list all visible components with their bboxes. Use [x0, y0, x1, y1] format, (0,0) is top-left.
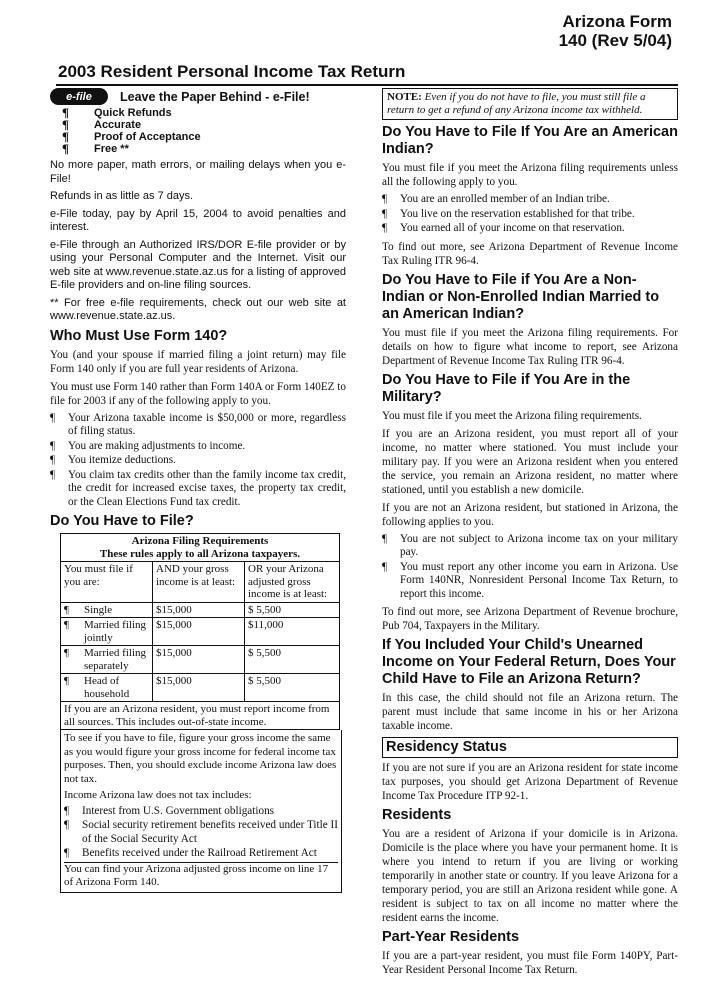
form-line-2: 140 (Rev 5/04)	[558, 31, 672, 50]
heading-part-year: Part-Year Residents	[382, 929, 520, 945]
list-item: ¶ Interest from U.S. Government obligations	[64, 804, 275, 817]
filing-requirements-table	[60, 533, 340, 730]
list-item: ¶ You itemize deductions.	[50, 454, 176, 466]
indian-list	[382, 193, 678, 236]
efile-title: Leave the Paper Behind - e-File!	[120, 89, 310, 104]
list-item: ¶ Social security retirement benefits received under Title II of the Social Security Act	[64, 819, 338, 845]
list-item: ¶ You are not subject to Arizona income tax on your military pay.	[382, 532, 678, 558]
efile-benefits	[62, 107, 346, 155]
form-number	[559, 12, 672, 50]
efile-para-1: No more paper, math errors, or mailing delays when you e-File!	[50, 159, 346, 185]
note-label: NOTE:	[387, 91, 422, 103]
agi-location-para: You can find your Arizona adjusted gross income on line 17 of Arizona Form 140.	[64, 862, 338, 890]
part-year-para: If you are a part-year resident, you must file Form 140PY, Part-Year Resident Personal Income Tax Return.	[382, 950, 678, 976]
right-column	[382, 88, 678, 981]
gross-income-box	[60, 730, 342, 893]
military-list	[382, 533, 678, 602]
header-rule	[56, 84, 678, 86]
heading-child-income: If You Included Your Child's Unearned Income on Your Federal Return, Does Your Child Have to File an Arizona Return?	[382, 637, 676, 687]
non-taxed-list	[64, 805, 338, 861]
table-row: ¶ Married filing jointly $15,000 $11,000	[61, 618, 340, 646]
residency-para: If you are not sure if you are an Arizona resident for state income tax purposes, you should get Arizona Department of Revenue Income Tax Procedure ITP 92-1.	[382, 762, 678, 802]
heading-do-you-have-to-file: Do You Have to File?	[50, 513, 194, 529]
list-item: ¶ Free **	[62, 141, 129, 156]
left-column	[50, 88, 346, 893]
residents-para: You are a resident of Arizona if your domicile is in Arizona. Domicile is the place where you have your permanent home. It is where you intend to return if you are living or working temporarily in another state or country. If you leave Arizona for a temporary period, you are still an Arizona resident while gone. A resident is subject to tax on all income no matter where the resident earns the income.	[382, 828, 678, 924]
efile-logo-icon: e-file	[50, 88, 108, 105]
list-item: ¶ Accurate	[62, 117, 142, 132]
who-para-2: You must use Form 140 rather than Form 140A or Form 140EZ to file for 2003 if any of the following apply to you.	[50, 380, 346, 407]
military-para-3: If you are not an Arizona resident, but stationed in Arizona, the following applies to you.	[382, 501, 678, 528]
table-caption: Arizona Filing Requirements These rules apply to all Arizona taxpayers.	[61, 534, 340, 562]
efile-para-3: e-File today, pay by April 15, 2004 to avoid penalties and interest.	[50, 207, 346, 233]
efile-para-4: e-File through an Authorized IRS/DOR E-file provider or by using your Personal Computer and the Internet. Visit our web site at www.revenue.state.az.us for a listing of approved E-file providers and on-line filing sources.	[50, 238, 346, 291]
non-taxed-intro: Income Arizona law does not tax includes:	[64, 789, 252, 801]
list-item: ¶ You live on the reservation established for that tribe.	[382, 207, 635, 220]
military-para-1: You must file if you meet the Arizona filing requirements.	[382, 409, 642, 422]
list-item: ¶ You are an enrolled member of an Indian tribe.	[382, 193, 610, 205]
efile-para-5: ** For free e-file requirements, check out our web site at www.revenue.state.az.us.	[50, 296, 346, 322]
efile-para-2: Refunds in as little as 7 days.	[50, 190, 194, 202]
efile-banner	[50, 88, 346, 105]
who-list	[50, 412, 346, 510]
heading-military: Do You Have to File if You Are in the Military?	[382, 371, 631, 405]
child-para: In this case, the child should not file an Arizona return. The parent must include that same income in his or her Arizona taxable income.	[382, 692, 678, 732]
who-para-1: You (and your spouse if married filing a joint return) may file Form 140 only if you are full year residents of Arizona.	[50, 348, 346, 375]
non-indian-para: You must file if you meet the Arizona filing requirements. For details on how to figure what income to report, see Arizona Department of Revenue Income Tax Ruling ITR 96-4.	[382, 326, 678, 367]
table-row: ¶ Single $15,000 $ 5,500	[61, 602, 340, 618]
list-item: ¶ You earned all of your income on that reservation.	[382, 222, 625, 234]
table-footnote: If you are an Arizona resident, you must report income from all sources. This includes out-of-state income.	[61, 702, 340, 730]
list-item: ¶ You claim tax credits other than the family income tax credit, the credit for increased excise taxes, the property tax credit, or the Clean Elections Fund tax credit.	[50, 468, 346, 508]
page-title: 2003 Resident Personal Income Tax Return	[58, 62, 406, 81]
table-header-row: You must file if you are: AND your gross income is at least: OR your Arizona adjusted gross income is at least:	[61, 562, 340, 603]
military-para-4: To find out more, see Arizona Department of Revenue brochure, Pub 704, Taxpayers in the Military.	[382, 606, 678, 632]
table-row: ¶ Married filing separately $15,000 $ 5,500	[61, 646, 340, 674]
note-text: Even if you do not have to file, you must still file a return to get a refund of any Arizona income tax withheld.	[387, 91, 646, 116]
table-row: ¶ Head of household $15,000 $ 5,500	[61, 674, 340, 702]
heading-non-indian: Do You Have to File if You Are a Non-Indian or Non-Enrolled Indian Married to an American Indian?	[382, 271, 660, 322]
list-item: ¶ Proof of Acceptance	[62, 129, 201, 144]
form-line-1: Arizona Form	[562, 12, 672, 31]
heading-american-indian: Do You Have to File If You Are an American Indian?	[382, 124, 678, 157]
heading-who-must-use: Who Must Use Form 140?	[50, 327, 228, 344]
military-para-2: If you are an Arizona resident, you must report all of your income, no matter where stationed. You must include your military pay. If you were an Arizona resident when you entered the service, you remain an Arizona resident, no matter where stationed, until you establish a new domicile.	[382, 427, 678, 496]
indian-para-1: You must file if you meet the Arizona filing requirements unless all the following apply to you.	[382, 162, 678, 188]
note-box	[382, 88, 678, 120]
indian-para-2: To find out more, see Arizona Department of Revenue Income Tax Ruling ITR 96-4.	[382, 240, 678, 267]
list-item: ¶ Benefits received under the Railroad Retirement Act	[64, 847, 317, 859]
list-item: ¶ You are making adjustments to income.	[50, 439, 246, 452]
gross-income-para: To see if you have to file, figure your gross income the same as you would figure your gross income for federal income tax purposes. Then, you should exclude income Arizona law does not tax.	[64, 732, 337, 785]
heading-residents: Residents	[382, 807, 452, 823]
list-item: ¶ You must report any other income you earn in Arizona. Use Form 140NR, Nonresident Personal Income Tax Return, to report this income.	[382, 560, 678, 600]
list-item: ¶ Quick Refunds	[62, 105, 172, 120]
heading-residency-status: Residency Status	[382, 737, 678, 758]
list-item: ¶ Your Arizona taxable income is $50,000 or more, regardless of filing status.	[50, 411, 346, 437]
